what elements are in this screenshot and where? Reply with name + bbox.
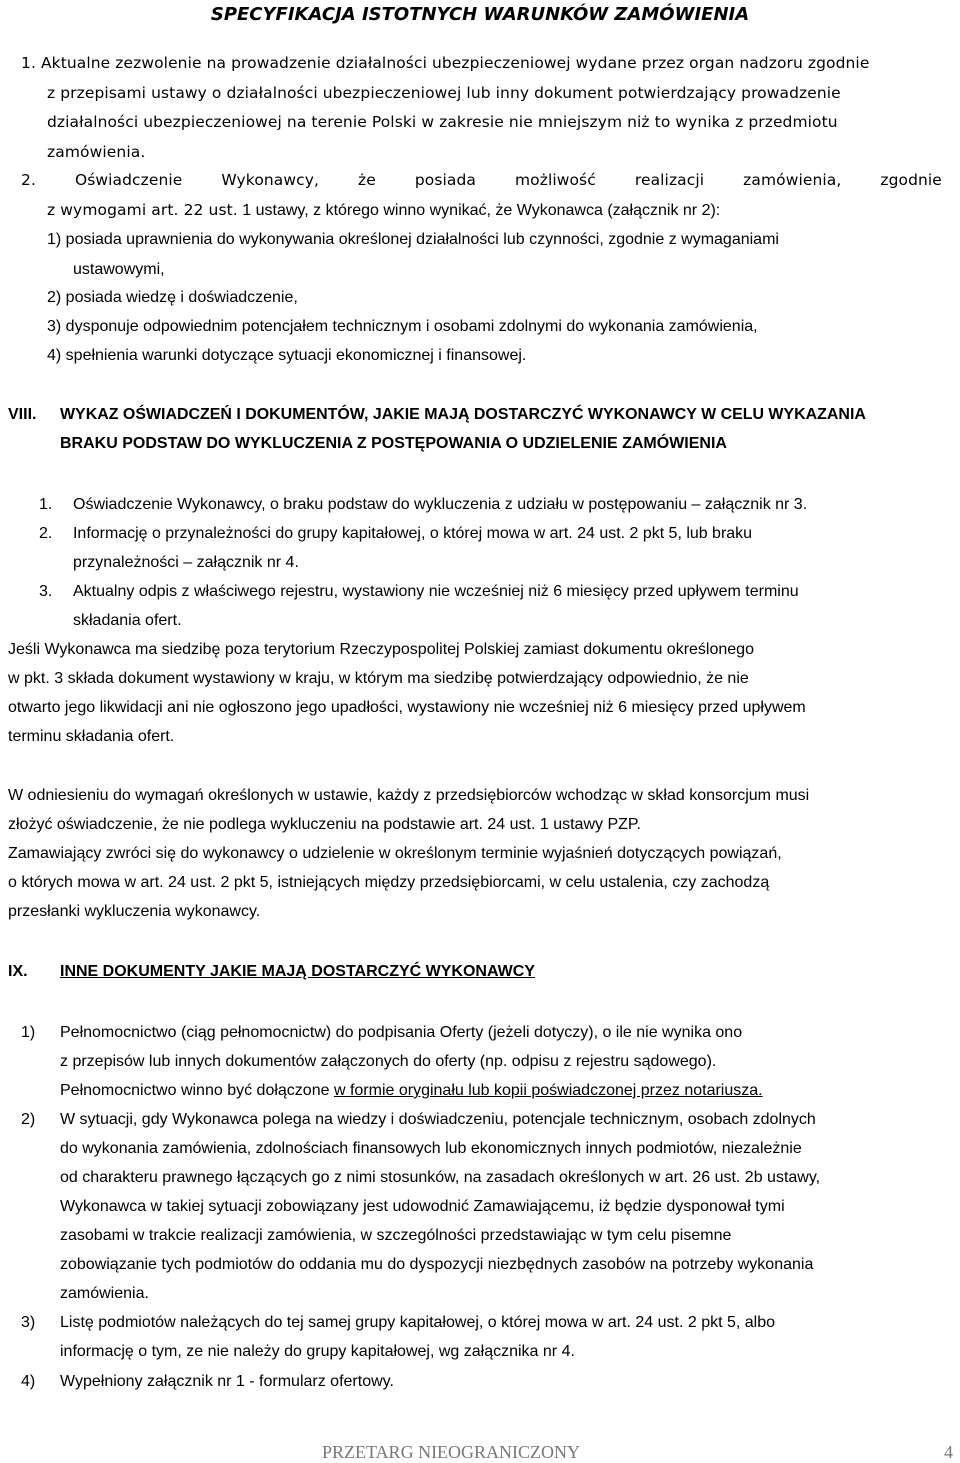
paragraph-line: działalności ubezpieczeniowej na terenie Polski w zakresie nie mniejszym niż to wynika z przedmiotu <box>47 113 838 131</box>
list-item: Aktualny odpis z właściwego rejestru, wystawiony nie wcześniej niż 6 miesięcy przed upływem terminu <box>73 583 799 600</box>
list-item: Wypełniony załącznik nr 1 - formularz ofertowy. <box>60 1373 394 1390</box>
list-number: 4) <box>21 1373 36 1390</box>
list-number: 2) <box>21 1111 36 1128</box>
paragraph-line: złożyć oświadczenie, że nie podlega wykluczeniu na podstawie art. 24 ust. 1 ustawy PZP. <box>8 816 641 833</box>
paragraph-line: o których mowa w art. 24 ust. 2 pkt 5, istniejących między przedsiębiorcami, w celu ustalenia, czy zachodzą <box>8 874 770 891</box>
list-number: 3. <box>39 583 53 600</box>
list-number: 3) <box>21 1314 36 1331</box>
section-title: WYKAZ OŚWIADCZEŃ I DOKUMENTÓW, JAKIE MAJĄ DOSTARCZYĆ WYKONAWCY W CELU WYKAZANIA <box>60 406 866 423</box>
list-number: 1) <box>21 1024 36 1041</box>
list-item: Listę podmiotów należących do tej samej grupy kapitałowej, o której mowa w art. 24 ust. 2 pkt 5, albo <box>60 1314 776 1331</box>
list-item-continuation: Wykonawca w takiej sytuacji zobowiązany jest udowodnić Zamawiającemu, iż będzie dysponował tymi <box>60 1198 785 1215</box>
list-item-continuation: przynależności – załącznik nr 4. <box>73 554 299 571</box>
section-number: VIII. <box>8 406 37 423</box>
document-header: SPECYFIKACJA ISTOTNYCH WARUNKÓW ZAMÓWIENIA <box>210 4 750 25</box>
paragraph-line <box>47 200 720 221</box>
list-item-continuation: od charakteru prawnego łączących go z nimi stosunków, na zasadach określonych w art. 26 ust. 2b ustawy, <box>60 1169 821 1186</box>
list-item: Pełnomocnictwo (ciąg pełnomocnictw) do podpisania Oferty (jeżeli dotyczy), o ile nie wynika ono <box>60 1024 743 1041</box>
list-item-continuation: zasobami w trakcie realizacji zamówienia, w szczególności przedstawiając w tym celu pisemne <box>60 1227 732 1244</box>
list-item-continuation: do wykonania zamówienia, zdolnościach finansowych lub ekonomicznych innych podmiotów, niezależnie <box>60 1140 802 1157</box>
paragraph-line: przesłanki wykluczenia wykonawcy. <box>8 903 261 920</box>
section-title: INNE DOKUMENTY JAKIE MAJĄ DOSTARCZYĆ WYKONAWCY <box>60 963 535 980</box>
text: Pełnomocnictwo winno być dołączone <box>60 1082 334 1099</box>
list-item-continuation: ustawowymi, <box>73 261 165 278</box>
list-item: Oświadczenie Wykonawcy, o braku podstaw do wykluczenia z udziału w postępowaniu – załącznik nr 3. <box>73 496 808 513</box>
list-item: 1) posiada uprawnienia do wykonywania określonej działalności lub czynności, zgodnie z wymaganiami <box>47 231 779 248</box>
paragraph-line: zamówienia. <box>47 143 146 161</box>
text: 1 ustawy, z którego winno wynikać, że Wykonawca (załącznik nr 2): <box>237 202 721 219</box>
list-item-continuation: składania ofert. <box>73 612 182 629</box>
page-number: 4 <box>944 1442 953 1462</box>
list-item: 3) dysponuje odpowiednim potencjałem technicznym i osobami zdolnymi do wykonania zamówienia, <box>47 318 758 335</box>
footer-title: PRZETARG NIEOGRANICZONY <box>322 1442 581 1462</box>
paragraph-line: Jeśli Wykonawca ma siedzibę poza terytorium Rzeczypospolitej Polskiej zamiast dokumentu określonego <box>8 641 754 658</box>
text: z przepisami ustawy o działalności ubezpieczeniowej lub inny dokument potwierdzający prowadzenie <box>47 84 841 102</box>
list-number: 2. <box>39 525 53 542</box>
list-item-continuation: z przepisów lub innych dokumentów załączonych do oferty (np. odpisu z rejestru sądowego). <box>60 1053 717 1070</box>
paragraph-line: 1. Aktualne zezwolenie na prowadzenie działalności ubezpieczeniowej wydane przez organ nadzoru zgodnie <box>21 54 870 72</box>
list-item-continuation: zamówienia. <box>60 1285 149 1302</box>
list-item: Informację o przynależności do grupy kapitałowej, o której mowa w art. 24 ust. 2 pkt 5, lub braku <box>73 525 753 542</box>
paragraph-line <box>47 83 953 103</box>
paragraph-line: terminu składania ofert. <box>8 728 175 745</box>
paragraph-line: W odniesieniu do wymagań określonych w ustawie, każdy z przedsiębiorców wchodząc w skład konsorcjum musi <box>8 787 810 804</box>
paragraph-line: 2. Oświadczenie Wykonawcy, że posiada możliwość realizacji zamówienia, zgodnie <box>21 171 942 189</box>
paragraph-line: otwarto jego likwidacji ani nie ogłoszono jego upadłości, wystawiony nie wcześniej niż 6 miesięcy przed upływem <box>8 699 806 716</box>
list-item: W sytuacji, gdy Wykonawca polega na wiedzy i doświadczeniu, potencjale technicznym, osobach zdolnych <box>60 1111 816 1128</box>
underlined-text: w formie oryginału lub kopii poświadczonej przez notariusza. <box>333 1082 763 1099</box>
paragraph-line: w pkt. 3 składa dokument wystawiony w kraju, w którym ma siedzibę potwierdzający odpowiednio, że nie <box>8 670 749 687</box>
section-title: BRAKU PODSTAW DO WYKLUCZENIA Z POSTĘPOWANIA O UDZIELENIE ZAMÓWIENIA <box>60 435 727 452</box>
section-number: IX. <box>8 963 28 980</box>
list-item: 2) posiada wiedzę i doświadczenie, <box>47 289 298 306</box>
list-item: 4) spełnienia warunki dotyczące sytuacji ekonomicznej i finansowej. <box>47 347 527 364</box>
text: z wymogami art. 22 ust. <box>47 201 238 219</box>
list-number: 1. <box>39 496 53 513</box>
list-item-continuation <box>60 1081 763 1101</box>
paragraph-line: Zamawiający zwróci się do wykonawcy o udzielenie w określonym terminie wyjaśnień dotyczących powiązań, <box>8 845 782 862</box>
list-item-continuation: zobowiązanie tych podmiotów do oddania mu do dyspozycji niezbędnych zasobów na potrzeby wykonania <box>60 1256 814 1273</box>
list-item-continuation: informację o tym, ze nie należy do grupy kapitałowej, wg załącznika nr 4. <box>60 1343 575 1360</box>
